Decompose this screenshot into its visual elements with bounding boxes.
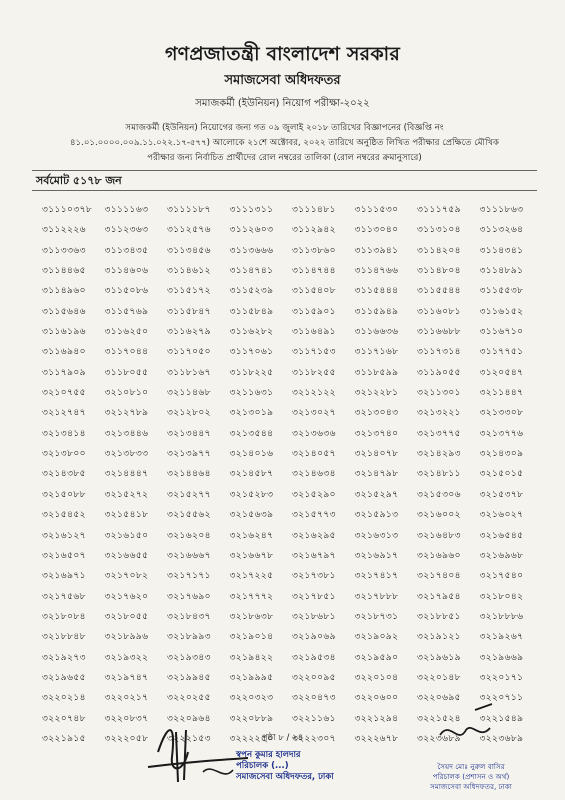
roll-number-cell: ৩২১২৮০২: [167, 407, 211, 419]
roll-number-cell: ৩২১৫৫৬২: [167, 509, 211, 521]
roll-number-cell: ৩২১৪২৯৩: [417, 448, 461, 460]
roll-number-cell: ৩২১৯০৬৯: [292, 631, 336, 643]
roll-number-cell: ৩২১৮৬৩৮: [229, 610, 274, 622]
roll-number-cell: ৩১১৫৭৬৯: [104, 305, 149, 317]
roll-number-cell: ৩২২২৬৭৮: [354, 732, 399, 744]
roll-number-cell: ৩২১৬৪৮৩: [417, 529, 461, 541]
roll-number-cell: ৩২১৫৩০৬: [417, 488, 461, 500]
roll-number-cell: ৩১১১৪৮১: [292, 204, 336, 215]
roll-number-cell: ৩১১৬৬৩৬: [354, 326, 399, 338]
roll-number-cell: ৩২২০২৫৫: [167, 692, 211, 704]
roll-number-cell: ৩১১৬২৭৯: [167, 326, 211, 338]
roll-number-cell: ৩২১৩০৪৩: [354, 407, 399, 419]
roll-number-cell: ৩১১১৩১১: [229, 204, 274, 215]
roll-number-cell: ৩১১৬৬৮৮: [417, 326, 461, 338]
roll-number-cell: ৩২১৩৪৪৬: [104, 427, 149, 439]
roll-number-cell: ৩২২০৬০০: [354, 692, 399, 704]
notice-paragraph: [32, 121, 537, 166]
roll-number-cell: ৩২১৯৬৫৫: [42, 671, 86, 683]
roll-number-cell: ৩২১৭৬৯০: [167, 590, 211, 602]
notice-line-1: সমাজকর্মী (ইউনিয়ন) নিয়োগের জন্য গত ০৯ জুলাই ২০১৮ তারিখের বিজ্ঞাপনের (বিজ্ঞপ্তি নং: [125, 123, 444, 133]
right-signatory-title: পরিচালক (প্রশাসন ও অর্থ): [432, 772, 510, 781]
roll-number-cell: ৩২১৭৪০৪: [417, 570, 461, 582]
roll-number-cell: ৩১১৭০৬১: [229, 346, 274, 358]
roll-number-cell: ৩২১৮৭৩১: [354, 610, 399, 622]
roll-number-cell: ৩২১৩৫৪৪: [229, 427, 274, 439]
roll-number-cell: ৩২১৫২৯০: [292, 488, 336, 500]
roll-number-cell: ৩১১৩৮৬০: [292, 244, 336, 256]
roll-number-cell: ৩২২০৬৯৫: [417, 692, 461, 704]
roll-number-cell: ৩২১৮৮৫১: [417, 610, 461, 622]
roll-number-cell: ৩১১৫৮৪৭: [167, 305, 211, 317]
roll-number-cell: ৩১১৪৯৬০: [42, 285, 86, 297]
roll-number-cell: ৩২১৫০১৫: [479, 468, 524, 480]
roll-number-cell: ৩১১৮৫৯৯: [354, 366, 399, 378]
roll-number-cell: ৩১১৬৪৯১: [292, 326, 336, 338]
roll-number-cell: ৩১১৪২০৪: [417, 244, 461, 256]
roll-number-cell: ৩২১৭৭৭২: [229, 590, 274, 602]
roll-number-cell: ৩১১৫৪০৮: [292, 285, 336, 297]
roll-number-cell: ৩১১৩৩৬৩: [42, 244, 86, 256]
roll-number-cell: ৩২১৬৫০৭: [42, 549, 86, 561]
roll-number-cell: ৩১১৫২৩৯: [229, 285, 274, 297]
roll-number-cell: ৩২১১৩০১: [417, 387, 461, 399]
roll-number-cell: ৩২১৬১২৭: [42, 529, 86, 541]
roll-number-cell: ৩১১৪৮০৪: [417, 265, 461, 277]
roll-number-cell: ৩২১৯৩৪৩: [167, 651, 211, 663]
roll-number-cell: ৩২১৭৫৬৮: [42, 590, 86, 602]
roll-number-cell: ৩২১৫৬৩৯: [229, 509, 274, 521]
roll-number-cell: ৩২১৯৬১৯: [417, 651, 461, 663]
right-signatory-block: [396, 762, 546, 792]
roll-number-cell: ৩১১৪৬০৬: [104, 265, 149, 277]
roll-number-cell: ৩১১৮২৫৫: [292, 366, 336, 378]
roll-number-cell: ৩২২১১৬১: [292, 712, 336, 724]
roll-number-cell: ৩১১৬২৮২: [229, 326, 274, 338]
roll-number-cell: ৩২১৫২৭৭: [167, 488, 211, 500]
roll-number-cell: ৩২২২৩০৭: [292, 732, 336, 744]
roll-number-cell: ৩২১৩৯৭৭: [167, 448, 211, 460]
roll-number-cell: ৩২১৭৫৪০: [479, 570, 524, 582]
roll-number-cell: ৩১১৪৭৬৬: [354, 265, 399, 277]
roll-number-cell: ৩২১৮৮৮৬: [479, 610, 524, 622]
roll-number-cell: ৩২১৬৯১৭: [354, 549, 399, 561]
roll-number-cell: ৩১২০৫৪৭: [479, 366, 524, 378]
roll-number-cell: ৩১১২৬০৩: [229, 224, 274, 236]
roll-number-cell: ৩১১৭০৪৪: [104, 346, 149, 358]
roll-number-cell: ৩১১১১৬৩: [104, 204, 149, 215]
roll-number-cell: ৩২১৬৫৪৫: [479, 529, 524, 541]
roll-number-cell: ৩২১০৭৫৫: [42, 387, 86, 399]
roll-number-cell: ৩২১৯২৬৭: [479, 631, 524, 643]
roll-number-cell: ৩২১৬৭৯৭: [292, 549, 336, 561]
roll-number-cell: ৩২১৩৩০৮: [479, 407, 524, 419]
roll-number-cell: ৩১১৬৭১০: [479, 326, 524, 338]
roll-number-cell: ৩২২০৮৩৭: [104, 712, 149, 724]
roll-number-cell: ৩২১৯৯৯৫: [229, 671, 274, 683]
roll-number-cell: ৩১১১০৩৭৮: [42, 204, 93, 215]
roll-number-cell: ৩১১৪৪৬৫: [42, 265, 86, 277]
roll-number-cell: ৩১১৩৪৫৬: [167, 244, 211, 256]
roll-number-cell: ৩২১৩০১৯: [229, 407, 274, 419]
roll-number-cell: ৩২২১৫২৪: [417, 712, 461, 724]
roll-number-cell: ৩২১৩৭৭৬: [479, 427, 524, 439]
roll-number-cell: ৩১১২৫৭৬: [167, 224, 211, 236]
roll-number-cell: ৩১১৬০৮১: [417, 305, 461, 317]
roll-number-cell: ৩২১২৭৮৯: [104, 407, 149, 419]
roll-number-cell: ৩২১৭৯৫৪: [417, 590, 461, 602]
roll-number-cell: ৩২২০৭৪৮: [42, 712, 86, 724]
roll-number-cell: ৩২১৫৩৭৮: [479, 488, 524, 500]
roll-number-cell: ৩২২০৮৮৯: [229, 712, 274, 724]
roll-number-cell: ৩২১৪০১৬: [229, 448, 274, 460]
roll-number-cell: ৩২২০৪৭৩: [292, 692, 336, 704]
divider-bottom: [32, 190, 537, 191]
roll-number-cell: ৩২১৬৯৭১: [42, 570, 86, 582]
roll-number-cell: ৩২১৩৪১৪: [42, 427, 86, 439]
roll-number-cell: ৩২২০৩২৩: [229, 692, 274, 704]
roll-number-cell: ৩২১৮৪৩৭: [167, 610, 211, 622]
roll-number-cell: ৩২১৭৮৮৮: [354, 590, 399, 602]
roll-number-cell: ৩১১৪৭৪৪: [292, 265, 336, 277]
roll-number-cell: ৩১১৩১০৪: [417, 224, 461, 236]
roll-number-cell: ৩২১৯৭৪৭: [104, 671, 149, 683]
roll-number-cell: ৩১১৬২৫০: [104, 326, 149, 338]
divider-top: [32, 170, 537, 171]
roll-number-cell: ৩১১৫৬৪৬: [42, 305, 86, 317]
roll-number-cell: ৩২১৯৬৬৯: [479, 651, 524, 663]
roll-number-cell: ৩২২০০৯৫: [292, 671, 336, 683]
roll-number-cell: ৩১১৩৬৬৬: [229, 244, 274, 256]
roll-number-cell: ৩১১৪৩৪১: [479, 244, 524, 256]
roll-number-cell: ৩১১৩২৬৪: [479, 224, 524, 236]
roll-number-cell: ৩২১৬২৪৭: [229, 529, 274, 541]
roll-number-cell: ৩২১৪৩০৯: [479, 448, 524, 460]
roll-number-cell: ৩২১৩৭৭৫: [417, 427, 461, 439]
roll-number-cell: ৩২২২১৫৩: [167, 732, 211, 744]
roll-number-cell: ৩১১১৫৩০: [354, 204, 399, 215]
roll-number-cell: ৩২১৫৪১৮: [104, 509, 149, 521]
roll-number-cell: ৩১১৫১৭২: [167, 285, 211, 297]
roll-number-cell: ৩২১৮৯৯৩: [167, 631, 211, 643]
roll-number-cell: ৩২১৩২২১: [417, 407, 461, 419]
roll-number-cell: ৩২১৪৪৪৭: [104, 468, 149, 480]
roll-number-cell: ৩১১৭৩১৪: [417, 346, 461, 358]
roll-number-cell: ৩২১০৮১০: [104, 387, 149, 399]
roll-number-cell: ৩১১৬১৫২: [479, 305, 524, 317]
roll-number-cell: ৩২১৮৮৪৮: [42, 631, 86, 643]
roll-number-cell: ৩২১৯৪২২: [229, 651, 274, 663]
roll-number-cell: ৩১১৫০৮৬: [104, 285, 149, 297]
roll-number-cell: ৩২১৯৯৪৫: [167, 671, 211, 683]
roll-number-cell: ৩২১৮০৮৪: [42, 610, 86, 622]
roll-number-cell: ৩২১৫০৮৮: [42, 488, 86, 500]
roll-number-cell: ৩২২০২১৭: [104, 692, 149, 704]
roll-number-cell: ৩২১৬৬৫৫: [104, 549, 149, 561]
roll-number-cell: ৩২১৯০১৪: [229, 631, 274, 643]
roll-number-cell: ৩১১৫৫৪৪: [417, 285, 461, 297]
roll-number-cell: ৩২২০৭১১: [479, 692, 524, 704]
roll-number-cell: ৩২১৭১৭১: [167, 570, 211, 582]
roll-number-cell: ৩২১৮০৪২: [479, 590, 524, 602]
roll-number-cell: ৩২১৬৬৬৭: [167, 549, 211, 561]
roll-number-cell: ৩২১৭৮৫১: [292, 590, 336, 602]
roll-number-cell: ৩১১৭১৬৮: [354, 346, 399, 358]
roll-number-cell: ৩২২০১৭১: [479, 671, 524, 683]
roll-number-cell: ৩১১৪৬১২: [167, 265, 211, 277]
roll-number-cell: ৩২১৫২৯৭: [354, 488, 399, 500]
roll-number-cell: ৩২১৬১৫০: [104, 529, 149, 541]
roll-number-cell: ৩২১৫২৭২: [104, 488, 149, 500]
right-signature: [420, 700, 520, 760]
roll-number-cell: ৩২১৩০২৭: [292, 407, 336, 419]
roll-number-cell: ৩২১৩৮০০: [42, 448, 86, 460]
exam-title: সমাজকর্মী (ইউনিয়ন) নিয়োগ পরীক্ষা-২০২২: [195, 98, 370, 109]
roll-number-cell: ৩২১৬৯৬৮: [479, 549, 524, 561]
roll-number-cell: ৩২১৯৫৩৪: [292, 651, 336, 663]
roll-number-cell: ৩২১৭৬২০: [104, 590, 149, 602]
roll-number-cell: ৩২২০৯৬৪: [167, 712, 211, 724]
government-title: গণপ্রজাতন্ত্রী বাংলাদেশ সরকার: [165, 43, 400, 65]
roll-number-cell: ৩২১৫২৮৩: [229, 488, 274, 500]
roll-number-cell: ৩১১৩৪৩৫: [104, 244, 149, 256]
roll-number-cell: ৩২১৭৩৮১: [292, 570, 336, 582]
roll-number-cell: ৩২১৬০০২: [417, 509, 461, 521]
roll-number-cell: ৩১১৮১৬৭: [167, 366, 211, 378]
roll-number-cell: ৩২১৯০৯২: [354, 631, 399, 643]
roll-number-cell: ৩১১২৩৬৩: [104, 224, 149, 236]
roll-number-table: [42, 202, 542, 751]
roll-number-cell: ৩২২০১০৪: [354, 671, 399, 683]
roll-number-cell: ৩২১১৪৬৮: [167, 387, 211, 399]
roll-number-cell: ৩২২২২৫০: [229, 732, 274, 744]
roll-number-cell: ৩১১৩০৪০: [354, 224, 399, 236]
roll-number-cell: ৩২১৪৬৩৪: [292, 468, 336, 480]
roll-number-cell: ৩২২২০৫৮: [104, 732, 149, 744]
left-signatory-block: [236, 750, 334, 783]
roll-number-cell: ৩১১৫৮৪৯: [229, 305, 274, 317]
roll-number-cell: ৩২২০১৪৮: [417, 671, 461, 683]
roll-number-cell: ৩২১৮০৫৫: [104, 610, 149, 622]
roll-number-cell: ৩১১৮০৫৫: [104, 366, 149, 378]
roll-number-cell: ৩২১৭৪১৭: [354, 570, 399, 582]
roll-number-cell: ৩২১৪৪৬৪: [167, 468, 211, 480]
roll-number-cell: ৩১১১৮৬৩: [479, 204, 524, 215]
roll-number-cell: ৩১১৭০৫০: [167, 346, 211, 358]
department-title: সমাজসেবা অধিদফতর: [224, 73, 341, 88]
left-signatory-title: পরিচালক (...): [236, 761, 289, 771]
roll-number-cell: ৩২১৬৬৭৮: [229, 549, 274, 561]
roll-number-cell: ৩১১৪৮৯১: [479, 265, 524, 277]
roll-number-cell: ৩২১৬০২৭: [479, 509, 524, 521]
roll-number-cell: ৩২২১২৯৪: [354, 712, 399, 724]
page-number: পৃষ্ঠা ৮ / ২৪: [261, 733, 304, 743]
roll-number-cell: ৩২১৮৯৯৬: [104, 631, 149, 643]
roll-number-cell: ৩২১৩৮৩৩: [104, 448, 149, 460]
roll-number-cell: ৩২২০২১৪: [42, 692, 86, 704]
roll-number-cell: ৩২১৩৪৪৭: [167, 427, 211, 439]
roll-number-cell: ৩১১৬১৯৬: [42, 326, 86, 338]
roll-number-cell: ৩২২৩৬৮৯: [417, 732, 461, 744]
roll-number-cell: ৩২২৩৬৮৯: [479, 732, 524, 744]
roll-number-cell: ৩১১৯০৫৫: [417, 366, 461, 378]
right-signatory-office: সমাজসেবা অধিদফতর, ঢাকা: [430, 782, 512, 791]
roll-number-cell: ৩২১৩৭৪০: [354, 427, 399, 439]
total-count: সর্বমোট ৫১৭৮ জন: [36, 174, 122, 187]
roll-number-cell: ৩২১৬৯৬০: [417, 549, 461, 561]
roll-number-cell: ৩২১৪৫৮৭: [229, 468, 274, 480]
roll-number-cell: ৩২১২২৮১: [354, 387, 399, 399]
roll-number-cell: ৩২১৫৭৭৩: [292, 509, 336, 521]
roll-number-cell: ৩২১৪০৫৭: [292, 448, 336, 460]
roll-number-cell: ৩২১৭২২৫: [229, 570, 274, 582]
notice-line-2: ৪১.০১.০০০০.০০৯.১১.০২২.১৭-৫৭৭) আলোকে ২১শে অক্টোবর, ২০২২ তারিখে অনুষ্ঠিত লিখিত পরীক্ষার প্রেক্ষিতে মৌখিক: [69, 138, 500, 148]
roll-number-cell: ৩২১৩৬৩৬: [292, 427, 336, 439]
roll-number-cell: ৩১১৩৯৪১: [354, 244, 399, 256]
roll-number-cell: ৩১১২৯৪২: [292, 224, 336, 236]
roll-number-cell: ৩২১৫৯১৩: [354, 509, 399, 521]
roll-number-cell: ৩১১৮২২৫: [229, 366, 274, 378]
roll-number-cell: ৩২১৬২৯৫: [292, 529, 336, 541]
roll-number-cell: ৩২১২৭৪৭: [42, 407, 86, 419]
roll-number-cell: ৩১১৫৯০১: [292, 305, 336, 317]
roll-number-cell: ৩২১১৪৪৭: [479, 387, 524, 399]
roll-number-cell: ৩২১৫৪৫২: [42, 509, 86, 521]
roll-number-cell: ৩২২১৯১৫: [42, 732, 86, 744]
roll-number-cell: ৩২১৮৬৮১: [292, 610, 336, 622]
roll-number-cell: ৩২১৪৮১১: [417, 468, 461, 480]
roll-number-cell: ৩১১৫৪৪৪: [354, 285, 399, 297]
left-signatory-name: স্বপন কুমার হালদার: [236, 750, 301, 760]
roll-number-cell: ৩১১৫৯৪৯: [354, 305, 399, 317]
roll-number-cell: ৩১১৭৭৫১: [479, 346, 524, 358]
roll-number-cell: ৩২১৯৩২২: [104, 651, 149, 663]
right-signatory-name: সৈয়দ মোঃ নুরুল বাসির: [437, 762, 505, 771]
roll-number-cell: ৩২১৯২৭৩: [42, 651, 86, 663]
roll-number-cell: ৩২১৭০৮২: [104, 570, 149, 582]
roll-number-cell: ৩২১৪৩৮৫: [42, 468, 86, 480]
roll-number-cell: ৩১১১৭৫৯: [417, 204, 461, 215]
roll-number-cell: ৩২১৯৫৯০: [354, 651, 399, 663]
roll-number-cell: ৩২১৯১২১: [417, 631, 461, 643]
roll-number-cell: ৩২২১৫৪৯: [479, 712, 524, 724]
roll-number-cell: ৩২১৬৩১৩: [354, 529, 399, 541]
roll-number-cell: ৩২১২১২২: [292, 387, 336, 399]
roll-number-cell: ৩১১৬৯৪০: [42, 346, 86, 358]
roll-number-cell: ৩১১৫৫৩৮: [479, 285, 524, 297]
roll-number-cell: ৩২১৪০৭৮: [354, 448, 399, 460]
left-signatory-office: সমাজসেবা অধিদফতর, ঢাকা: [236, 772, 334, 782]
roll-number-cell: ৩১১৭৯০৯: [42, 366, 86, 378]
roll-number-cell: ৩১১৪৭৪১: [229, 265, 274, 277]
roll-number-cell: ৩১১১১৮৭: [167, 204, 211, 215]
roll-number-cell: ৩২১৬২০৪: [167, 529, 211, 541]
notice-line-3: পরীক্ষার জন্য নির্বাচিত প্রার্থীদের রোল নম্বরের তালিকা (রোল নম্বরের ক্রমানুসারে): [147, 153, 422, 163]
roll-number-cell: ৩১১২২২৬: [42, 224, 86, 236]
roll-number-cell: ৩২১১৬৩১: [229, 387, 274, 399]
roll-number-cell: ৩২১৪৭৯৮: [354, 468, 399, 480]
roll-number-cell: ৩১১৭১৫৩: [292, 346, 336, 358]
